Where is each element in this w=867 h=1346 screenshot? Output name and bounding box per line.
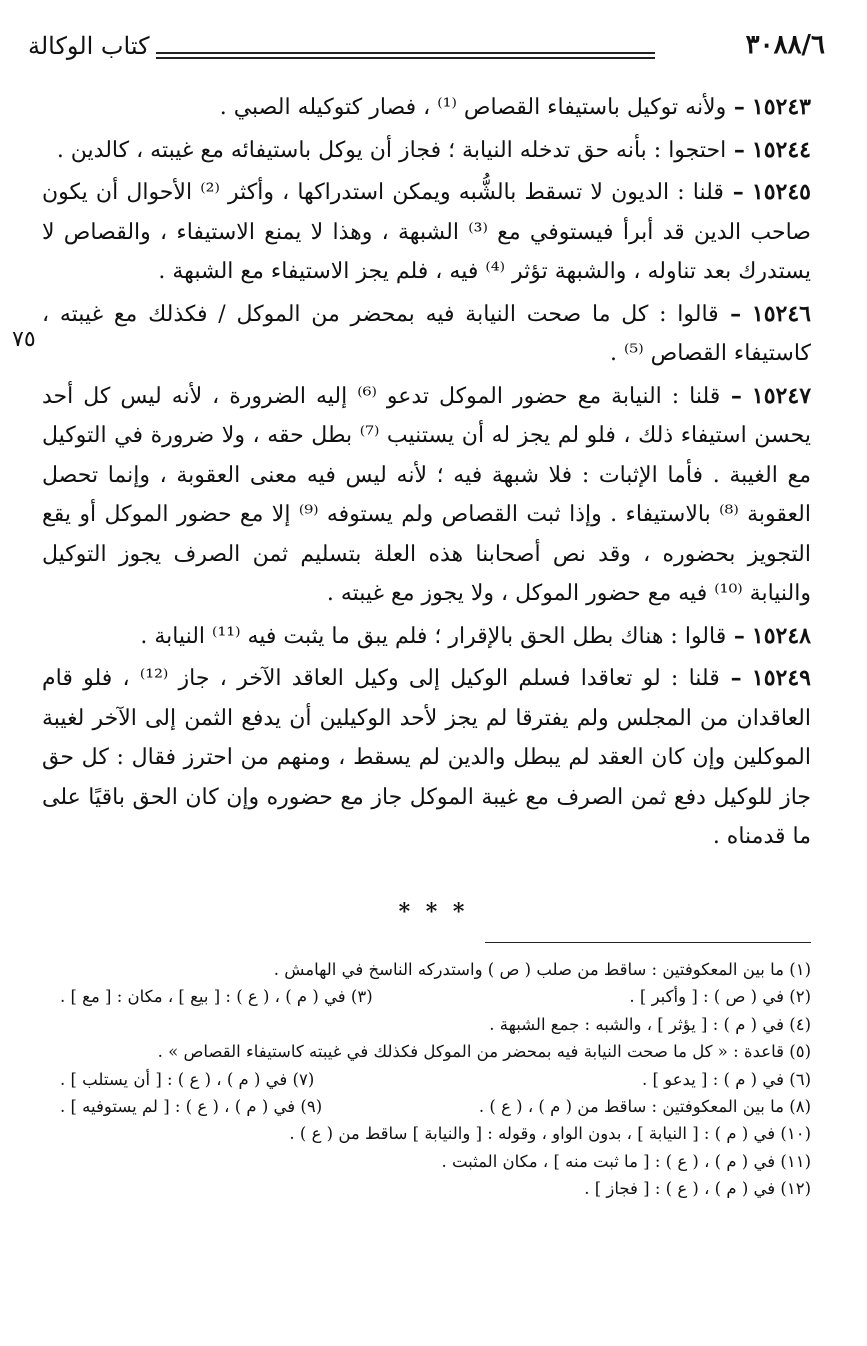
paragraph-text: قلنا : لو تعاقدا فسلم الوكيل إلى وكيل العاقد الآخر ، جاز ⁽¹²⁾ ، فلو قام العاقدان من المجلس ولم يفترقا لم يجز لأحد الوكيلين أن يدفع الثمن إلى الآخر لغيبة الموكلين وإن كان العقد لم يبطل والدين لم يسقط ، ومنهم من احترز فقال : كل حق جاز للوكيل دفع ثمن الصرف مع غيبة الموكل جاز مع حضوره وإن كان الحق باقيًا على ما قدمناه . bbox=[42, 666, 811, 849]
page-number: ٣٠٨٨/٦ bbox=[745, 30, 825, 60]
paragraph-text: قلنا : الديون لا تسقط بالشُّبه ويمكن استدراكها ، وأكثر ⁽²⁾ الأحوال أن يكون صاحب الدين قد أبرأ فيستوفي مع ⁽³⁾ الشبهة ، وهذا لا يمنع الاستيفاء ، والقصاص لا يستدرك بعد تناوله ، والشبهة تؤثر ⁽⁴⁾ فيه ، فلم يجز الاستيفاء مع الشبهة . bbox=[42, 180, 811, 284]
paragraph-number: ١٥٢٤٧ bbox=[751, 382, 812, 409]
paragraph-text: احتجوا : بأنه حق تدخله النيابة ؛ فجاز أن يوكل باستيفائه مع غيبته ، كالدين . bbox=[56, 137, 727, 163]
margin-folio-number: ٧٥ bbox=[12, 327, 36, 352]
paragraph-number: ١٥٢٤٤ bbox=[751, 136, 811, 163]
header-double-rule bbox=[156, 52, 655, 59]
footnote-line: (٤) في ( م ) : [ يؤثر ] ، والشبه : جمع الشبهة . bbox=[489, 1014, 811, 1034]
section-separator: * * * bbox=[398, 899, 469, 925]
footnote-line: (٢) في ( ص ) : [ وأكبر ] . (٣) في ( م ) ، ( ع ) : [ بيع ] ، مكان : [ مع ] . bbox=[60, 987, 811, 1007]
footnote-rule bbox=[485, 942, 811, 943]
paragraph-number: ١٥٢٤٣ bbox=[751, 94, 811, 120]
paragraph: ١٥٢٤٤ – احتجوا : بأنه حق تدخله النيابة ؛ فجاز أن يوكل باستيفائه مع غيبته ، كالدين . bbox=[56, 136, 811, 163]
paragraph-text: ولأنه توكيل باستيفاء القصاص ⁽¹⁾ ، فصار كتوكيله الصبي . bbox=[219, 95, 727, 120]
paragraph: ١٥٢٤٧ – قلنا : النيابة مع حضور الموكل تدعو ⁽⁶⁾ إليه الضرورة ، لأنه ليس كل أحد يحسن استيفاء ذلك ، فلو لم يجز له أن يستنيب ⁽⁷⁾ بطل حقه ، ولا ضرورة في التوكيل مع الغيبة . فأما الإثبات : فلا شبهة فيه ؛ لأنه ليس فيه معنى العقوبة ، وإنما تحصل العقوبة ⁽⁸⁾ بالاستيفاء . وإذا ثبت القصاص ولم يستوفه ⁽⁹⁾ إلا مع حضور الموكل أو يقع التجويز بحضوره ، وقد نص أصحابنا هذه العلة بتسليم ثمن الصرف يجوز التوكيل والنيابة ⁽¹⁰⁾ فيه مع حضور الموكل ، ولا يجوز مع غيبته . bbox=[42, 382, 812, 606]
footnote-line: (١) ما بين المعكوفتين : ساقط من صلب ( ص ) واستدركه الناسخ في الهامش . bbox=[273, 960, 811, 979]
paragraph: ١٥٢٤٨ – قالوا : هناك بطل الحق بالإقرار ؛ فلم يبق ما يثبت فيه ⁽¹¹⁾ النيابة . bbox=[140, 622, 811, 649]
footnote-line: (١٠) في ( م ) : [ النيابة ] ، بدون الواو ، وقوله : [ والنيابة ] ساقط من ( ع ) . bbox=[289, 1124, 811, 1144]
paragraph-text: قالوا : هناك بطل الحق بالإقرار ؛ فلم يبق ما يثبت فيه ⁽¹¹⁾ النيابة . bbox=[140, 623, 727, 649]
paragraph: ١٥٢٤٩ – قلنا : لو تعاقدا فسلم الوكيل إلى وكيل العاقد الآخر ، جاز ⁽¹²⁾ ، فلو قام العاقدان من المجلس ولم يفترقا لم يجز لأحد الوكيلين أن يدفع الثمن إلى الآخر لغيبة الموكلين وإن كان العقد لم يبطل والدين لم يسقط ، ومنهم من احترز فقال : كل حق جاز للوكيل دفع ثمن الصرف مع غيبة الموكل جاز مع حضوره وإن كان الحق باقيًا على ما قدمناه . bbox=[42, 665, 811, 849]
main-text bbox=[42, 88, 811, 860]
paragraph: ١٥٢٤٥ – قلنا : الديون لا تسقط بالشُّبه ويمكن استدراكها ، وأكثر ⁽²⁾ الأحوال أن يكون صاحب الدين قد أبرأ فيستوفي مع ⁽³⁾ الشبهة ، وهذا لا يمنع الاستيفاء ، والقصاص لا يستدرك بعد تناوله ، والشبهة تؤثر ⁽⁴⁾ فيه ، فلم يجز الاستيفاء مع الشبهة . bbox=[42, 179, 811, 284]
paragraph-number: ١٥٢٤٩ bbox=[751, 665, 811, 691]
footnote-line: (٦) في ( م ) : [ يدعو ] . (٧) في ( م ) ، ( ع ) : [ أن يستلب ] . bbox=[60, 1069, 811, 1089]
paragraph-text: قالوا : كل ما صحت النيابة فيه بمحضر من الموكل / فكذلك مع غيبته ، كاستيفاء القصاص ⁽⁵⁾ . bbox=[42, 301, 811, 366]
paragraph-text: قلنا : النيابة مع حضور الموكل تدعو ⁽⁶⁾ إليه الضرورة ، لأنه ليس كل أحد يحسن استيفاء ذلك ، فلو لم يجز له أن يستنيب ⁽⁷⁾ بطل حقه ، ولا ضرورة في التوكيل مع الغيبة . فأما الإثبات : فلا شبهة فيه ؛ لأنه ليس فيه معنى العقوبة ، وإنما تحصل العقوبة ⁽⁸⁾ بالاستيفاء . وإذا ثبت القصاص ولم يستوفه ⁽⁹⁾ إلا مع حضور الموكل أو يقع التجويز بحضوره ، وقد نص أصحابنا هذه العلة بتسليم ثمن الصرف يجوز التوكيل والنيابة ⁽¹⁰⁾ فيه مع حضور الموكل ، ولا يجوز مع غيبته . bbox=[42, 383, 811, 606]
footnote-line: (٥) قاعدة : « كل ما صحت النيابة فيه بمحضر من الموكل فكذلك في غيبته كاستيفاء القصاص » . bbox=[157, 1042, 811, 1062]
footnotes bbox=[60, 956, 811, 1203]
paragraph: ١٥٢٤٣ – ولأنه توكيل باستيفاء القصاص ⁽¹⁾ ، فصار كتوكيله الصبي . bbox=[219, 94, 811, 120]
paragraph-number: ١٥٢٤٦ bbox=[751, 300, 811, 327]
running-title: كتاب الوكالة bbox=[28, 32, 150, 60]
page-header bbox=[28, 30, 825, 70]
paragraph-number: ١٥٢٤٨ bbox=[751, 622, 811, 649]
paragraph-number: ١٥٢٤٥ bbox=[751, 179, 811, 205]
footnote-line: (٨) ما بين المعكوفتين : ساقط من ( م ) ، ( ع ) . (٩) في ( م ) ، ( ع ) : [ لم يستوفيه ] . bbox=[60, 1097, 811, 1117]
footnote-line: (١٢) في ( م ) ، ( ع ) : [ فجاز ] . bbox=[584, 1179, 811, 1199]
paragraph: ١٥٢٤٦ – قالوا : كل ما صحت النيابة فيه بمحضر من الموكل / فكذلك مع غيبته ، كاستيفاء القصاص ⁽⁵⁾ . bbox=[42, 300, 811, 366]
footnote-line: (١١) في ( م ) ، ( ع ) : [ ما ثبت منه ] ، مكان المثبت . bbox=[441, 1151, 811, 1171]
